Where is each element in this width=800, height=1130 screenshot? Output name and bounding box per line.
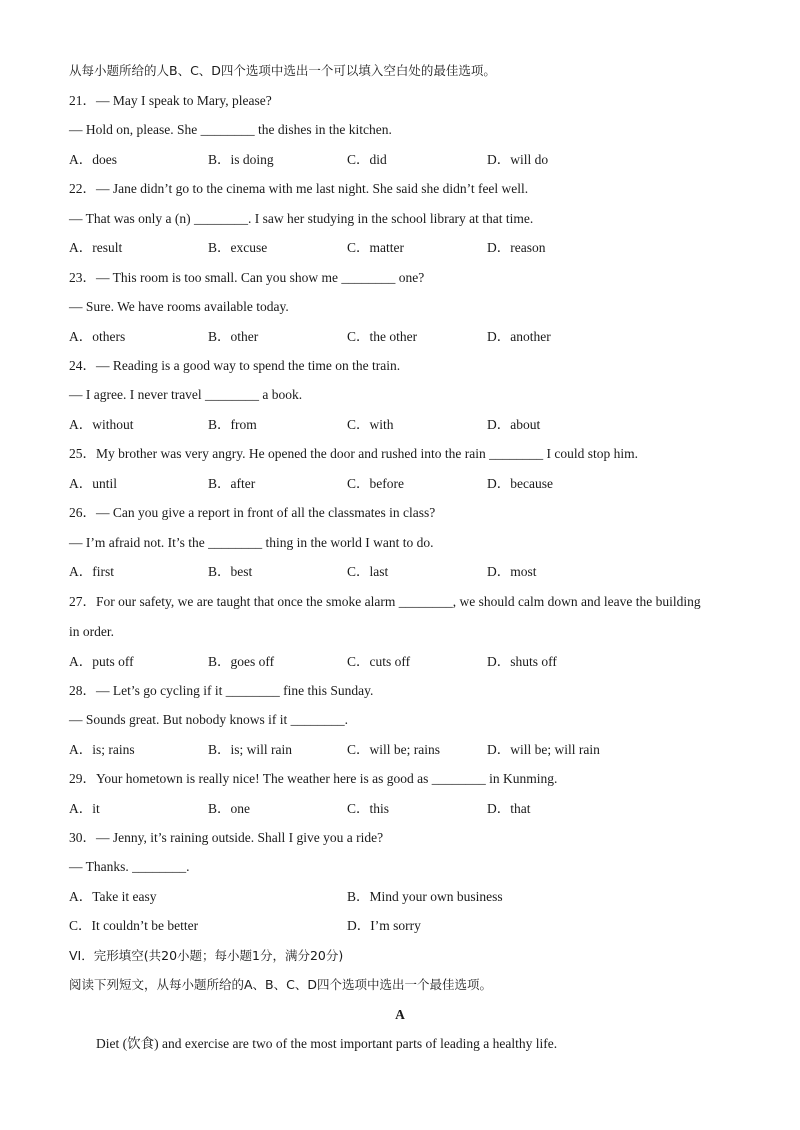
- q21-option-a[interactable]: A．does: [69, 152, 117, 167]
- question-29-prompt: 29．Your hometown is really nice! The weather here is as good as ________ in Kunming.: [69, 771, 558, 786]
- question-23-response: — Sure. We have rooms available today.: [69, 299, 289, 314]
- q22-option-d[interactable]: D．reason: [487, 240, 546, 255]
- q28-option-c[interactable]: C．will be; rains: [347, 742, 440, 757]
- question-24-prompt: 24．— Reading is a good way to spend the time on the train.: [69, 358, 401, 373]
- q30-option-b[interactable]: B．Mind your own business: [347, 889, 503, 904]
- q26-option-d[interactable]: D．most: [487, 564, 537, 579]
- question-24-response: — I agree. I never travel ________ a book.: [69, 387, 303, 402]
- question-21-response: — Hold on, please. She ________ the dishes in the kitchen.: [69, 122, 392, 137]
- question-27-continued: in order.: [69, 624, 114, 639]
- q24-option-c[interactable]: C．with: [347, 417, 394, 432]
- q28-option-a[interactable]: A．is; rains: [69, 742, 135, 757]
- question-25-prompt: 25．My brother was very angry. He opened the door and rushed into the rain ________ I could stop him.: [69, 446, 639, 461]
- question-22-response: — That was only a (n) ________. I saw her studying in the school library at that time.: [69, 211, 534, 226]
- question-22-prompt: 22．— Jane didn’t go to the cinema with me last night. She said she didn’t feel well.: [69, 181, 529, 196]
- q27-option-a[interactable]: A．puts off: [69, 654, 134, 669]
- q25-option-b[interactable]: B．after: [208, 476, 256, 491]
- question-23-prompt: 23．— This room is too small. Can you show me ________ one?: [69, 270, 425, 285]
- q27-option-b[interactable]: B．goes off: [208, 654, 275, 669]
- instructions: 从每小题所给的人B、C、D四个选项中选出一个可以填入空白处的最佳选项。: [69, 63, 496, 78]
- section-instructions: 阅读下列短文，从每小题所给的A、B、C、D四个选项中选出一个最佳选项。: [69, 977, 492, 992]
- section-heading: VI．完形填空(共20小题；每小题1分，满分20分): [69, 948, 344, 963]
- q27-option-c[interactable]: C．cuts off: [347, 654, 411, 669]
- question-30-response: — Thanks. ________.: [69, 859, 190, 874]
- question-27-prompt: 27．For our safety, we are taught that once the smoke alarm ________, we should calm down and leave the building: [69, 594, 701, 609]
- q23-option-b[interactable]: B．other: [208, 329, 259, 344]
- q23-option-d[interactable]: D．another: [487, 329, 551, 344]
- q26-option-c[interactable]: C．last: [347, 564, 389, 579]
- q24-option-b[interactable]: B．from: [208, 417, 257, 432]
- q30-option-c[interactable]: C．It couldn’t be better: [69, 918, 199, 933]
- question-28-response: — Sounds great. But nobody knows if it ________.: [69, 712, 348, 727]
- q23-option-c[interactable]: C．the other: [347, 329, 418, 344]
- q30-option-d[interactable]: D．I’m sorry: [347, 918, 421, 933]
- passage-title: A: [395, 1007, 405, 1022]
- question-26-response: — I’m afraid not. It’s the ________ thing in the world I want to do.: [69, 535, 434, 550]
- question-26-prompt: 26．— Can you give a report in front of all the classmates in class?: [69, 505, 436, 520]
- question-21-prompt: 21．— May I speak to Mary, please?: [69, 93, 272, 108]
- q21-option-b[interactable]: B．is doing: [208, 152, 274, 167]
- question-30-prompt: 30．— Jenny, it’s raining outside. Shall I give you a ride?: [69, 830, 384, 845]
- q29-option-d[interactable]: D．that: [487, 801, 531, 816]
- q29-option-c[interactable]: C．this: [347, 801, 390, 816]
- q22-option-a[interactable]: A．result: [69, 240, 123, 255]
- q29-option-b[interactable]: B．one: [208, 801, 250, 816]
- q23-option-a[interactable]: A．others: [69, 329, 126, 344]
- passage-first-line: Diet (饮食) and exercise are two of the most important parts of leading a healthy life.: [96, 1036, 558, 1051]
- q21-option-c[interactable]: C．did: [347, 152, 387, 167]
- q25-option-a[interactable]: A．until: [69, 476, 118, 491]
- question-28-prompt: 28．— Let’s go cycling if it ________ fine this Sunday.: [69, 683, 374, 698]
- q26-option-b[interactable]: B．best: [208, 564, 253, 579]
- q25-option-c[interactable]: C．before: [347, 476, 404, 491]
- q30-option-a[interactable]: A．Take it easy: [69, 889, 157, 904]
- q26-option-a[interactable]: A．first: [69, 564, 114, 579]
- q25-option-d[interactable]: D．because: [487, 476, 553, 491]
- q22-option-c[interactable]: C．matter: [347, 240, 404, 255]
- q28-option-d[interactable]: D．will be; will rain: [487, 742, 600, 757]
- q24-option-a[interactable]: A．without: [69, 417, 134, 432]
- q24-option-d[interactable]: D．about: [487, 417, 541, 432]
- q29-option-a[interactable]: A．it: [69, 801, 100, 816]
- q21-option-d[interactable]: D．will do: [487, 152, 549, 167]
- q27-option-d[interactable]: D．shuts off: [487, 654, 557, 669]
- q28-option-b[interactable]: B．is; will rain: [208, 742, 292, 757]
- q22-option-b[interactable]: B．excuse: [208, 240, 268, 255]
